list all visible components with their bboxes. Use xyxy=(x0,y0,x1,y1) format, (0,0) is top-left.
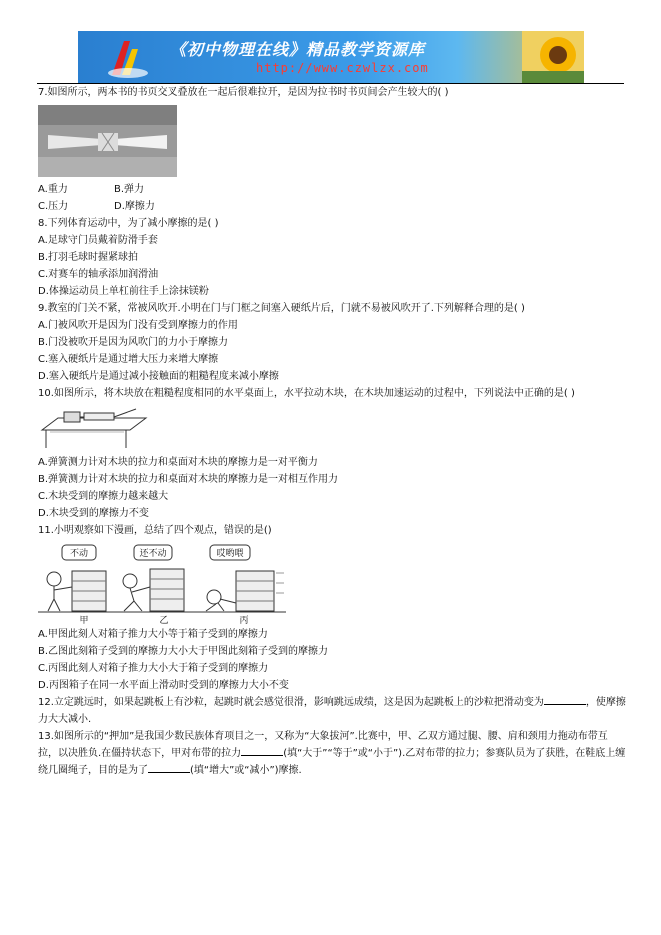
q11-option-b[interactable]: B.乙图此刻箱子受到的摩擦力大小大于甲图此刻箱子受到的摩擦力 xyxy=(38,646,329,657)
q7-books-photo xyxy=(38,105,177,177)
sunflower-icon xyxy=(522,31,584,83)
q8-option-c[interactable]: C.对赛车的轴承添加润滑油 xyxy=(38,269,159,280)
q8-option-b[interactable]: B.打羽毛球时握紧球拍 xyxy=(38,252,139,263)
q10-stem: 10.如图所示，将木块放在粗糙程度相同的水平桌面上，水平拉动木块，在木块加速运动的过程中，下列说法中正确的是( ) xyxy=(38,388,575,399)
q13-part-1: 13.如图所示的“押加”是我国少数民族体育项目之一，又称为“大象拔河”.比赛中，甲、乙双方通过腿、腰、肩和颈用力拖动布带互拉，以决胜负.在僵持状态下，甲对布带的拉力 xyxy=(38,731,608,759)
q13-part-2: (填“大于”“等于”或“小于”).乙对布带的拉力；参赛队员为了获胜，在鞋底上缠绕几圈绳子，目的是为了 xyxy=(38,748,626,776)
q11-caption-2: 乙 xyxy=(159,616,169,626)
q7-option-c[interactable]: C.压力 xyxy=(38,201,69,212)
q13-answer-blank-2[interactable] xyxy=(148,762,190,773)
q11-option-a[interactable]: A.甲图此刻人对箱子推力大小等于箱子受到的摩擦力 xyxy=(38,629,268,640)
q13-answer-blank-1[interactable] xyxy=(241,745,283,756)
q9-option-c[interactable]: C.塞入硬纸片是通过增大压力来增大摩擦 xyxy=(38,354,219,365)
q9-option-d[interactable]: D.塞入硬纸片是通过减小接触面的粗糙程度来减小摩擦 xyxy=(38,371,279,382)
q9-option-a[interactable]: A.门被风吹开是因为门没有受到摩擦力的作用 xyxy=(38,320,238,331)
question-list xyxy=(38,84,626,779)
q12-answer-blank[interactable] xyxy=(544,694,586,705)
q11-stem: 11.小明观察如下漫画，总结了四个观点，错误的是() xyxy=(38,525,272,536)
q12-text xyxy=(38,694,626,728)
q11-bubble-2: 还不动 xyxy=(139,549,167,559)
q7-option-d[interactable]: D.摩擦力 xyxy=(114,201,155,212)
q9-option-b[interactable]: B.门没被吹开是因为风吹门的力小于摩擦力 xyxy=(38,337,229,348)
q10-option-a[interactable]: A.弹簧测力计对木块的拉力和桌面对木块的摩擦力是一对平衡力 xyxy=(38,457,318,468)
q10-option-d[interactable]: D.木块受到的摩擦力不变 xyxy=(38,508,149,519)
q7-option-a[interactable]: A.重力 xyxy=(38,184,68,195)
q10-option-b[interactable]: B.弹簧测力计对木块的拉力和桌面对木块的摩擦力是一对相互作用力 xyxy=(38,474,339,485)
q8-option-d[interactable]: D.体操运动员上单杠前往手上涂抹镁粉 xyxy=(38,286,209,297)
logo-icon xyxy=(102,35,152,79)
q10-spring-scale-figure xyxy=(38,406,150,450)
q11-caption-1: 甲 xyxy=(79,616,89,626)
q10-option-c[interactable]: C.木块受到的摩擦力越来越大 xyxy=(38,491,169,502)
q12-part-1: 12.立定跳远时，如果起跳板上有沙粒，起跳时就会感觉很滑，影响跳远成绩，这是因为起跳板上的沙粒把滑动变为 xyxy=(38,697,544,708)
q8-option-a[interactable]: A.足球守门员戴着防滑手套 xyxy=(38,235,158,246)
q8-stem: 8.下列体育运动中，为了减小摩擦的是( ) xyxy=(38,218,219,229)
site-title: 《初中物理在线》精品教学资源库 xyxy=(170,40,426,59)
q11-option-d[interactable]: D.丙图箱子在同一水平面上滑动时受到的摩擦力大小不变 xyxy=(38,680,289,691)
header-banner xyxy=(78,31,584,83)
q13-text xyxy=(38,728,626,779)
q11-cartoon xyxy=(38,543,286,615)
q7-stem: 7.如图所示，两本书的书页交叉叠放在一起后很难拉开，是因为拉书时书页间会产生较大的( ) xyxy=(38,87,449,98)
q7-option-b[interactable]: B.弹力 xyxy=(114,184,145,195)
q11-caption-3: 丙 xyxy=(239,616,249,626)
q11-option-c[interactable]: C.丙图此刻人对箱子推力大小大于箱子受到的摩擦力 xyxy=(38,663,269,674)
q11-bubble-3: 哎哟喂 xyxy=(216,549,244,559)
q9-stem: 9.教室的门关不紧，常被风吹开.小明在门与门框之间塞入硬纸片后，门就不易被风吹开了.下列解释合理的是( ) xyxy=(38,303,525,314)
site-url[interactable]: http://www.czwlzx.com xyxy=(256,61,429,75)
q11-bubble-1: 不动 xyxy=(69,549,89,559)
q12-part-2: ，使摩擦力大大减小. xyxy=(38,697,626,725)
q13-part-3: (填“增大”或“减小”)摩擦. xyxy=(190,765,302,776)
